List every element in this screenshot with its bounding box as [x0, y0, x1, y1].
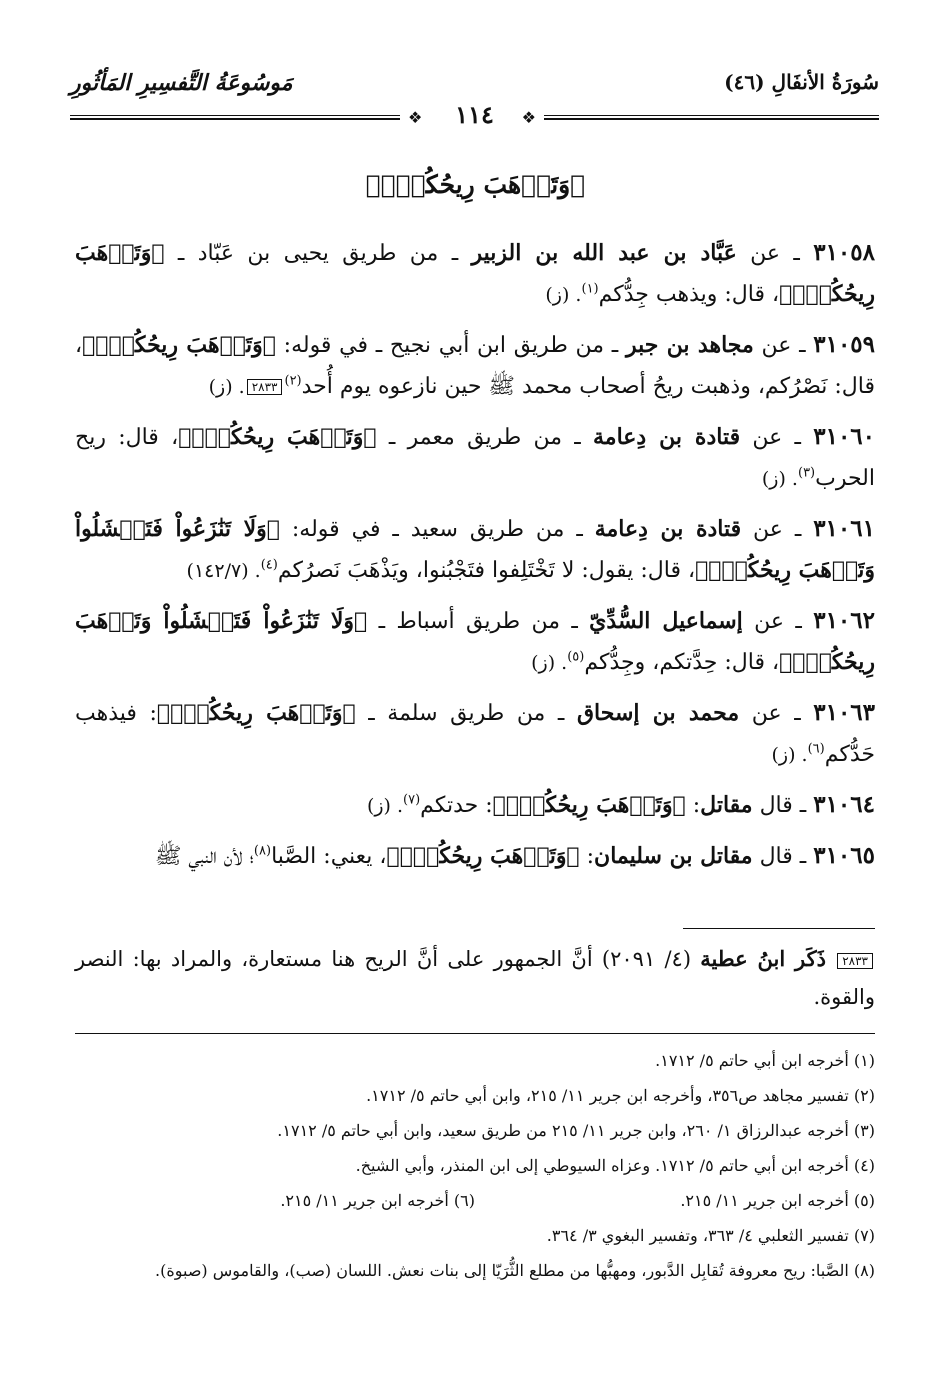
narrator-name: إسماعيل السُّدِّيّ — [589, 608, 743, 634]
quran-verse: ﴿وَلَا تَنَٰزَعُواْ فَتَفۡشَلُواْ وَتَذۡهَبَ رِيحُكُمۡۖ﴾ — [75, 608, 875, 675]
source-marker: . (ز) — [366, 795, 404, 817]
entry — [75, 324, 875, 408]
quran-verse: ﴿وَتَذۡهَبَ رِيحُكُمۡۖ﴾ — [156, 700, 356, 726]
book-title: مَوسُوعَةُ التَّفسِيرِ المَأثُورِ — [70, 70, 293, 96]
source-marker: . (ز) — [531, 652, 568, 674]
entry-number: ٣١٠٦١ — [813, 515, 875, 542]
narrator-name: قتادة بن دِعامة — [593, 424, 741, 450]
entry — [75, 835, 875, 877]
footnote: (٣) أخرجه عبدالرزاق ١/ ٢٦٠، وابن جرير ١١/ ٢١٥ من طريق سعيد، وابن أبي حاتم ٥/ ١٧١٢. — [277, 1121, 875, 1140]
quran-verse: ﴿وَتَذۡهَبَ رِيحُكُمۡۖ﴾ — [82, 332, 276, 358]
isnad-chain: ـ من طريق معمر ـ — [376, 425, 593, 450]
entry — [75, 784, 875, 827]
footnote-ref[interactable]: (٥) — [567, 649, 585, 665]
entry — [75, 416, 875, 500]
footnote-ref[interactable]: (١) — [581, 281, 599, 297]
entry-number: ٣١٠٥٨ — [813, 239, 875, 266]
entry-connector: ـ عن — [742, 609, 814, 634]
entry-continuation: ؛ لأن النبي ﷺ — [154, 844, 254, 869]
narrator-name: محمد بن إسحاق — [576, 700, 740, 726]
isnad-chain: ـ من طريق أسباط ـ — [367, 609, 590, 634]
entry — [75, 508, 875, 592]
isnad-chain: ـ من طريق يحيى بن عَبّاد ـ — [164, 241, 472, 266]
source-marker: . (١٤٢/٧) — [186, 560, 261, 582]
isnad-chain: ـ من طريق ابن أبي نجيح ـ في قوله: — [275, 333, 626, 358]
entry-connector: ـ عن — [739, 701, 814, 726]
footnote: (٨) الصَّبا: ريح معروفة تُقابِل الدَّبور، ومهبُّها من مطلع الثُّرَيّا إلى بنات نعش. اللسان (صب)، والقاموس (صبوة). — [155, 1261, 875, 1280]
footnote-ref[interactable]: (٢) — [284, 373, 302, 389]
entry-text: ، قال: ريح الحرب — [75, 425, 875, 491]
entry-number: ٣١٠٦٣ — [813, 699, 876, 726]
quran-verse: ﴿وَتَذۡهَبَ رِيحُكُمۡۖ﴾ — [386, 843, 580, 869]
footnote: (١) أخرجه ابن أبي حاتم ٥/ ١٧١٢. — [655, 1051, 875, 1070]
entry-text: : فيذهب حَدُّكم — [75, 701, 875, 767]
source-marker: . (ز) — [545, 284, 582, 306]
isnad-chain: ـ من طريق سلمة ـ — [355, 701, 577, 726]
entry-text: : حدتكم — [420, 793, 493, 818]
quran-verse: ﴿وَتَذۡهَبَ رِيحُكُمۡۖ﴾ — [492, 792, 686, 818]
entry-number: ٣١٠٥٩ — [813, 331, 876, 358]
footnotes — [75, 1043, 875, 1288]
quran-verse: ﴿وَتَذۡهَبَ رِيحُكُمۡۖ﴾ — [178, 424, 377, 450]
editor-commentary — [75, 940, 875, 1016]
page-number: ١١٤ — [455, 100, 494, 129]
note-separator — [683, 928, 875, 929]
surah-title: سُورَةُ الأنفَالِ (٤٦) — [724, 70, 879, 94]
entry — [75, 692, 875, 776]
footnote-ref[interactable]: (٦) — [807, 741, 825, 757]
section-heading: ﴿وَتَذۡهَبَ رِيحُكُمۡۖ﴾ — [365, 170, 586, 199]
commentary-box-number: ٢٨٣٣ — [837, 953, 873, 969]
footnote-ref[interactable]: (٨) — [253, 843, 272, 859]
footnote: (٢) تفسير مجاهد ص٣٥٦، وأخرجه ابن جرير ١١/ ٢١٥، وابن أبي حاتم ٥/ ١٧١٢. — [366, 1086, 875, 1105]
isnad-chain: : — [579, 844, 595, 869]
ornament-icon: ❖ — [521, 108, 536, 127]
entry-connector: ـ عن — [753, 333, 814, 358]
entry-text: ، قال: نَصْرُكم، وذهبت ريحُ أصحاب محمد ﷺ حين نازعوه يوم أُحد — [75, 333, 875, 399]
header-rule-left — [70, 118, 400, 120]
isnad-chain: ـ من طريق سعيد ـ في قوله: — [279, 517, 595, 542]
entry-number: ٣١٠٦٤ — [813, 791, 875, 818]
narrator-name: مقاتل بن سليمان — [594, 843, 753, 869]
commentary-text: (٤/ ٢٠٩١) أنَّ الجمهور على أنَّ الريح هنا مستعارة، والمراد بها: النصر والقوة. — [75, 947, 875, 1009]
narrator-name: عَبَّاد بن عبد الله بن الزبير — [471, 240, 737, 266]
narrator-name: مجاهد بن جبر — [625, 332, 754, 358]
entry-text: ، قال: حِدَّتكم، وجِدُّكم — [584, 650, 780, 675]
footnote-row — [75, 1183, 875, 1218]
source-marker: . (ز) — [208, 376, 245, 398]
entry-connector: ـ قال — [752, 793, 814, 818]
entry-text: ، يعني: الصَّبا — [271, 844, 387, 869]
narrator-name: مقاتل — [700, 792, 753, 818]
entry — [75, 232, 875, 316]
entry-text: ، قال: يقول: لا تَخْتَلِفوا فتَجْبُنوا، ويَذْهَبَ نَصرُكم — [277, 558, 696, 583]
entry-number: ٣١٠٦٥ — [813, 842, 875, 869]
quran-verse: ﴿وَتَذۡهَبَ رِيحُكُمۡۖ﴾ — [75, 240, 875, 307]
narrator-name: قتادة بن دِعامة — [594, 516, 742, 542]
entry-connector: ـ قال — [752, 844, 814, 869]
entry-connector: ـ عن — [740, 425, 814, 450]
footnote-separator — [75, 1033, 875, 1034]
entry — [75, 600, 875, 684]
commentary-scholar: ذَكَر ابنُ عطية — [700, 946, 826, 971]
footnote-ref[interactable]: (٤) — [260, 557, 278, 573]
entry-number: ٣١٠٦٠ — [813, 423, 876, 450]
entry-text: ، قال: ويذهب جِدُّكم — [598, 282, 780, 307]
ornament-icon: ❖ — [408, 108, 423, 127]
entry-number: ٣١٠٦٢ — [813, 607, 875, 634]
isnad-chain: : — [685, 793, 701, 818]
entry-connector: ـ عن — [741, 517, 814, 542]
page-header — [70, 70, 879, 130]
source-marker: . (ز) — [771, 744, 808, 766]
entries-list — [75, 232, 875, 885]
footnote-ref[interactable]: (٧) — [403, 792, 421, 808]
footnote-ref[interactable]: (٣) — [797, 465, 816, 481]
footnote: (٤) أخرجه ابن أبي حاتم ٥/ ١٧١٢. وعزاه السيوطي إلى ابن المنذر، وأبي الشيخ. — [355, 1156, 875, 1175]
footnote: (٥) أخرجه ابن جرير ١١/ ٢١٥. — [680, 1191, 875, 1210]
footnote: (٧) تفسير الثعلبي ٤/ ٣٦٣، وتفسير البغوي ٣/ ٣٦٤. — [546, 1226, 875, 1245]
source-marker: . (ز) — [761, 468, 798, 490]
entry-connector: ـ عن — [736, 241, 814, 266]
commentary-ref-box[interactable]: ٢٨٣٣ — [247, 379, 283, 395]
quran-verse: ﴿وَلَا تَنَٰزَعُواْ فَتَفۡشَلُواْ وَتَذۡهَبَ رِيحُكُمۡۖ﴾ — [75, 516, 875, 583]
footnote: (٦) أخرجه ابن جرير ١١/ ٢١٥. — [280, 1191, 475, 1210]
